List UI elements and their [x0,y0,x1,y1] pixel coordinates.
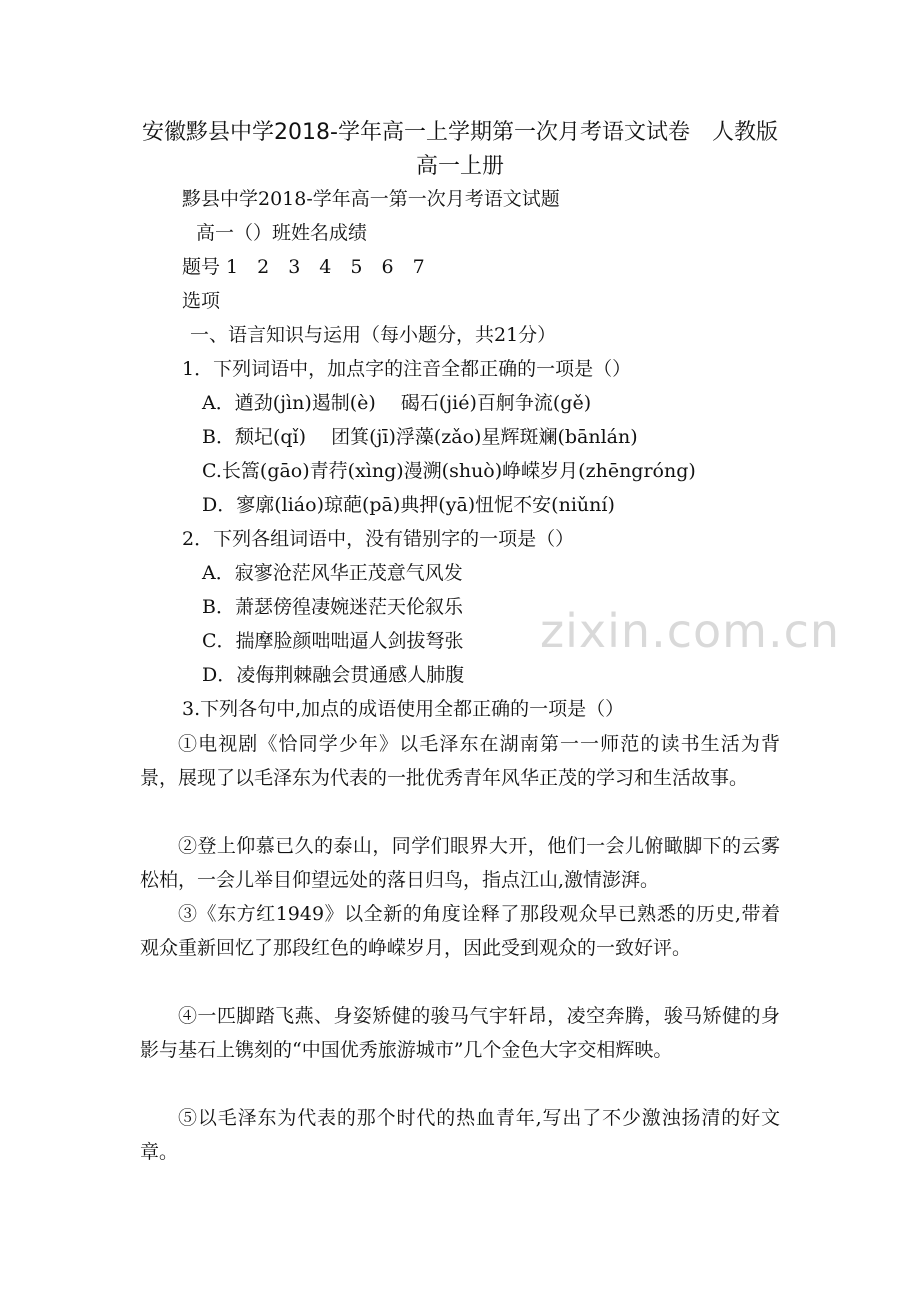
site-watermark: zixin.com.cn [540,604,841,658]
question-1-option-a: A．遒劲(jìn)遏制(è) 碣石(jié)百舸争流(gě) [202,392,592,414]
question-3-sentence-1: ①电视剧《恰同学少年》以毛泽东在湖南第一一师范的读书生活为背景，展现了以毛泽东为代表的一批优秀青年风华正茂的学习和生活故事。 [140,733,780,789]
question-1-stem: 1．下列词语中，加点字的注音全都正确的一项是（） [182,358,632,380]
question-2-option-a: A．寂寥沧茫风华正茂意气风发 [202,562,463,584]
question-3-stem: 3.下列各句中,加点的成语使用全都正确的一项是（） [182,698,625,720]
answer-table-header: 题号 1 2 3 4 5 6 7 [182,256,425,278]
answer-table-options: 选项 [182,290,221,312]
question-3-sentence-3: ③《东方红1949》以全新的角度诠释了那段观众早已熟悉的历史,带着观众重新回忆了那段红色的峥嵘岁月，因此受到观众的一致好评。 [140,903,780,959]
question-2-option-d: D．凌侮荆棘融会贯通感人肺腹 [202,664,465,686]
section-heading: 一、语言知识与运用（每小题分，共21分） [190,324,557,346]
question-1-option-d: D．寥廓(liáo)琼葩(pā)典押(yā)忸怩不安(niǔní) [202,494,615,516]
question-3-sentence-5: ⑤以毛泽东为代表的那个时代的热血青年,写出了不少激浊扬清的好文章。 [140,1107,780,1163]
question-2-option-c: C．揣摩脸颜咄咄逼人剑拔弩张 [202,630,464,652]
exam-subtitle: 黟县中学2018-学年高一第一次月考语文试题 [182,188,560,210]
question-1-option-b: B．颓圮(qǐ) 团箕(jī)浮藻(zǎo)星辉斑斓(bānlán) [202,426,638,448]
class-name-score-line: 高一（）班姓名成绩 [196,222,368,244]
question-2-option-b: B．萧瑟傍徨凄婉迷茫天伦叙乐 [202,596,463,618]
question-1-option-c: C.长篙(gāo)青荇(xìng)漫溯(shuò)峥嵘岁月(zhēngróng) [202,460,696,482]
document-title: 安徽黟县中学2018-学年高一上学期第一次月考语文试卷 人教版高一上册 [142,120,778,179]
question-2-stem: 2．下列各组词语中，没有错别字的一项是（） [182,528,575,550]
question-3-sentence-2: ②登上仰慕已久的泰山，同学们眼界大开，他们一会儿俯瞰脚下的云雾松柏，一会儿举目仰望远处的落日归鸟，指点江山,激情澎湃。 [140,835,780,891]
question-3-sentence-4: ④一匹脚踏飞燕、身姿矫健的骏马气宇轩昂，凌空奔腾，骏马矫健的身影与基石上镌刻的“中国优秀旅游城市”几个金色大字交相辉映。 [140,1005,780,1061]
